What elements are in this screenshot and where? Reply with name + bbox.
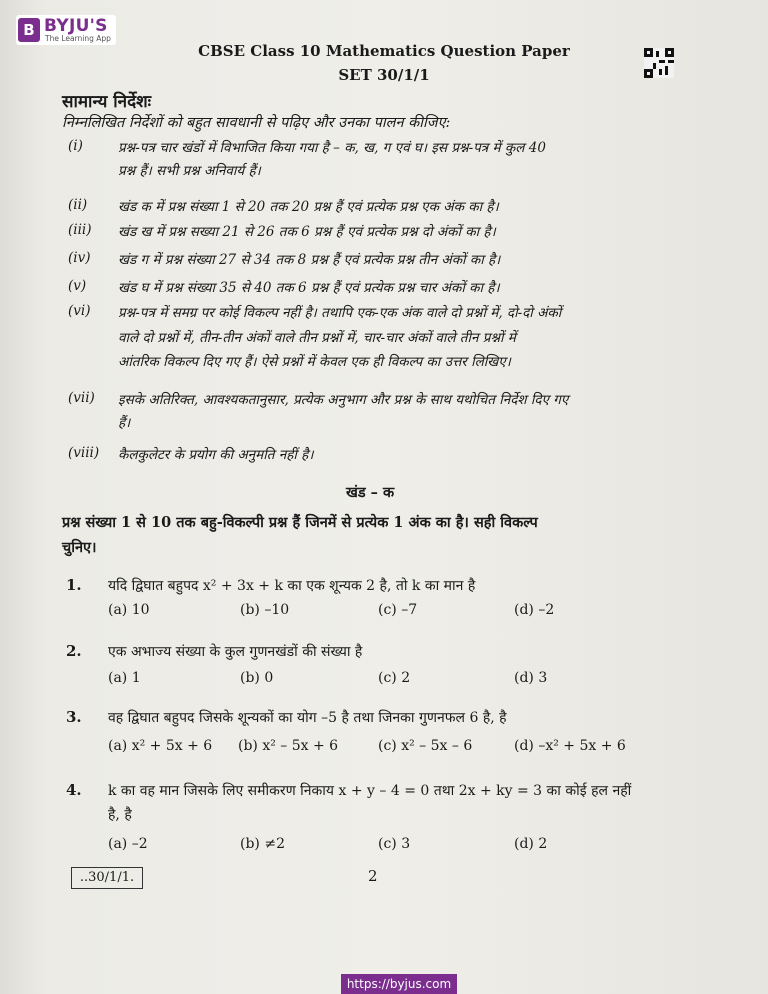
question-number: 4. — [66, 781, 82, 799]
question-text: है, है — [108, 807, 132, 823]
instruction-line: हैं। — [118, 415, 131, 431]
option-c[interactable]: (c) x² – 5x – 6 — [378, 738, 473, 754]
section-note: चुनिए। — [62, 539, 97, 556]
instruction-line: खंड घ में प्रश्न संख्या 35 से 40 तक 6 प्रश्न हैं एवं प्रत्येक प्रश्न चार अंकों का है। — [118, 280, 500, 296]
option-c[interactable]: (c) –7 — [378, 602, 418, 618]
instruction-line: वाले दो प्रश्नों में, तीन-तीन अंकों वाले तीन प्रश्नों में, चार-चार अंकों वाले तीन प्रश्नों में — [118, 330, 516, 346]
option-d[interactable]: (d) 2 — [514, 836, 548, 852]
instruction-number: (iii) — [68, 222, 92, 238]
instruction-line: खंड ग में प्रश्न संख्या 27 से 34 तक 8 प्रश्न हैं एवं प्रत्येक प्रश्न तीन अंकों का है। — [118, 252, 501, 268]
instruction-number: (iv) — [68, 250, 91, 266]
option-a[interactable]: (a) 1 — [108, 670, 141, 686]
paper-code: ..30/1/1. — [71, 867, 143, 889]
section-heading: खंड – क — [346, 484, 395, 501]
instruction-number: (viii) — [68, 445, 100, 461]
option-c[interactable]: (c) 2 — [378, 670, 411, 686]
question-text: एक अभाज्य संख्या के कुल गुणनखंडों की संख्या है — [108, 644, 363, 660]
paper-title: CBSE Class 10 Mathematics Question Paper — [198, 42, 570, 60]
page-number: 2 — [368, 867, 378, 885]
instruction-line: खंड क में प्रश्न संख्या 1 से 20 तक 20 प्रश्न हैं एवं प्रत्येक प्रश्न एक अंक का है। — [118, 199, 499, 215]
instruction-line: खंड ख में प्रश्न सख्या 21 से 26 तक 6 प्रश्न हैं एवं प्रत्येक प्रश्न दो अंकों का है। — [118, 224, 496, 240]
byjus-logo-icon: B — [18, 18, 40, 42]
instruction-number: (v) — [68, 278, 87, 294]
section-note: प्रश्न संख्या 1 से 10 तक बहु-विकल्पी प्रश्न हैं जिनमें से प्रत्येक 1 अंक का है। सही विकल्प — [62, 514, 538, 531]
instruction-number: (i) — [68, 138, 83, 154]
question-text: k का वह मान जिसके लिए समीकरण निकाय x + y – 4 = 0 तथा 2x + ky = 3 का कोई हल नहीं — [108, 783, 632, 799]
byjus-logo[interactable] — [16, 15, 116, 45]
option-d[interactable]: (d) –x² + 5x + 6 — [514, 738, 626, 754]
instruction-line: इसके अतिरिक्त, आवश्यकतानुसार, प्रत्येक अनुभाग और प्रश्न के साथ यथोचित निर्देश दिए गए — [118, 392, 569, 408]
qr-code-icon — [644, 48, 674, 78]
instruction-number: (ii) — [68, 197, 88, 213]
question-text: वह द्विघात बहुपद जिसके शून्यकों का योग –5 है तथा जिनका गुणनफल 6 है, है — [108, 710, 507, 726]
instruction-line: प्रश्न-पत्र चार खंडों में विभाजित किया गया है – क, ख, ग एवं घ। इस प्रश्न-पत्र में कुल 40 — [118, 140, 546, 156]
option-b[interactable]: (b) 0 — [240, 670, 274, 686]
option-a[interactable]: (a) x² + 5x + 6 — [108, 738, 213, 754]
option-d[interactable]: (d) –2 — [514, 602, 555, 618]
instruction-line: आंतरिक विकल्प दिए गए हैं। ऐसे प्रश्नों में केवल एक ही विकल्प का उत्तर लिखिए। — [118, 354, 511, 370]
question-number: 2. — [66, 642, 82, 660]
question-number: 3. — [66, 708, 82, 726]
instruction-line: कैलकुलेटर के प्रयोग की अनुमति नहीं है। — [118, 447, 314, 463]
option-a[interactable]: (a) 10 — [108, 602, 150, 618]
option-a[interactable]: (a) –2 — [108, 836, 148, 852]
instruction-line: प्रश्न-पत्र में समग्र पर कोई विकल्प नहीं है। तथापि एक-एक अंक वाले दो प्रश्नों में, दो-दो अंकों — [118, 305, 562, 321]
instructions-intro: निम्नलिखित निर्देशों को बहुत सावधानी से पढ़िए और उनका पालन कीजिए: — [62, 115, 451, 131]
instruction-number: (vii) — [68, 390, 95, 406]
instructions-heading: सामान्य निर्देशः — [62, 92, 152, 112]
option-b[interactable]: (b) ≠2 — [240, 836, 285, 852]
brand-tagline: The Learning App — [45, 34, 111, 43]
option-b[interactable]: (b) x² – 5x + 6 — [238, 738, 339, 754]
option-c[interactable]: (c) 3 — [378, 836, 411, 852]
source-link[interactable]: https://byjus.com — [341, 974, 457, 994]
question-number: 1. — [66, 576, 82, 594]
question-text: यदि द्विघात बहुपद x² + 3x + k का एक शून्यक 2 है, तो k का मान है — [108, 578, 476, 594]
paper-set: SET 30/1/1 — [338, 66, 430, 84]
brand-name: BYJU'S — [44, 16, 108, 36]
option-b[interactable]: (b) –10 — [240, 602, 290, 618]
option-d[interactable]: (d) 3 — [514, 670, 548, 686]
instruction-line: प्रश्न हैं। सभी प्रश्न अनिवार्य हैं। — [118, 163, 261, 179]
instruction-number: (vi) — [68, 303, 91, 319]
